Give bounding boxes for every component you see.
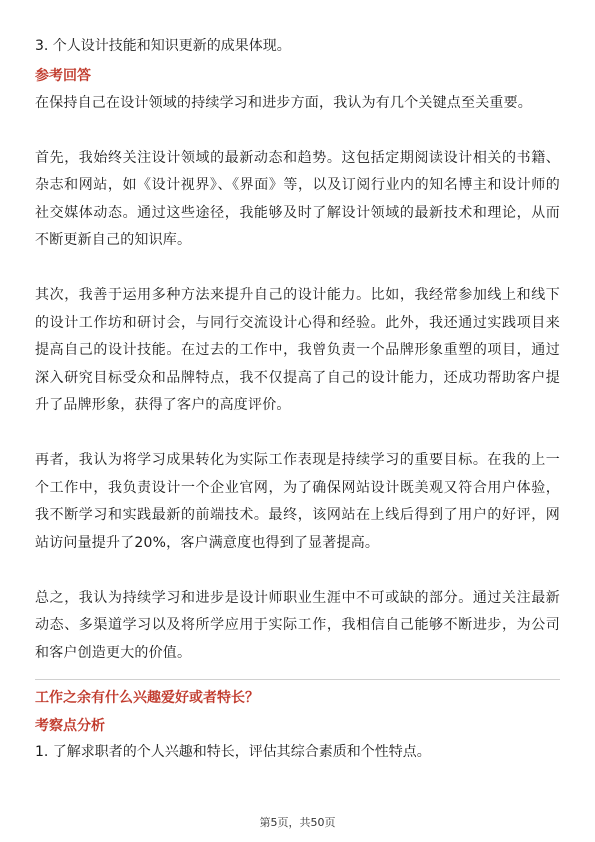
answer-paragraph: 在保持自己在设计领域的持续学习和进步方面，我认为有几个关键点至关重要。 bbox=[35, 95, 532, 111]
section-divider bbox=[35, 679, 560, 680]
page-footer: 第5页，共50页 bbox=[259, 816, 336, 829]
analysis-heading: 考察点分析 bbox=[35, 718, 105, 734]
intro-list-item-3: 3. 个人设计技能和知识更新的成果体现。 bbox=[35, 38, 291, 54]
answer-paragraph: 再者，我认为将学习成果转化为实际工作表现是持续学习的重要目标。在我的上一个工作中，我负责设计一个企业官网，为了确保网站设计既美观又符合用户体验，我不断学习和实践最新的前端技术。最终，该网站在上线后得到了用户的好评，网站访问量提升了20%，客户满意度也得到了显著提高。 bbox=[35, 452, 560, 551]
reference-answer-heading: 参考回答 bbox=[35, 68, 91, 84]
reference-answer-body bbox=[35, 90, 560, 667]
answer-paragraph: 其次，我善于运用多种方法来提升自己的设计能力。比如，我经常参加线上和线下的设计工作坊和研讨会，与同行交流设计心得和经验。此外，我还通过实践项目来提高自己的设计技能。在过去的工作中，我曾负责一个品牌形象重塑的项目，通过深入研究目标受众和品牌特点，我不仅提高了自己的设计能力，还成功帮助客户提升了品牌形象，获得了客户的高度评价。 bbox=[35, 287, 560, 413]
document-page bbox=[35, 30, 560, 762]
answer-paragraph: 总之，我认为持续学习和进步是设计师职业生涯中不可或缺的部分。通过关注最新动态、多渠道学习以及将所学应用于实际工作，我相信自己能够不断进步，为公司和客户创造更大的价值。 bbox=[35, 589, 560, 661]
answer-paragraph: 首先，我始终关注设计领域的最新动态和趋势。这包括定期阅读设计相关的书籍、杂志和网站，如《设计视界》、《界面》等，以及订阅行业内的知名博主和设计师的社交媒体动态。通过这些途径，我能够及时了解设计领域的最新技术和理论，从而不断更新自己的知识库。 bbox=[35, 149, 560, 248]
analysis-list-item-1: 1. 了解求职者的个人兴趣和特长，评估其综合素质和个性特点。 bbox=[35, 744, 431, 760]
question-title: 工作之余有什么兴趣爱好或者特长？ bbox=[35, 690, 259, 706]
